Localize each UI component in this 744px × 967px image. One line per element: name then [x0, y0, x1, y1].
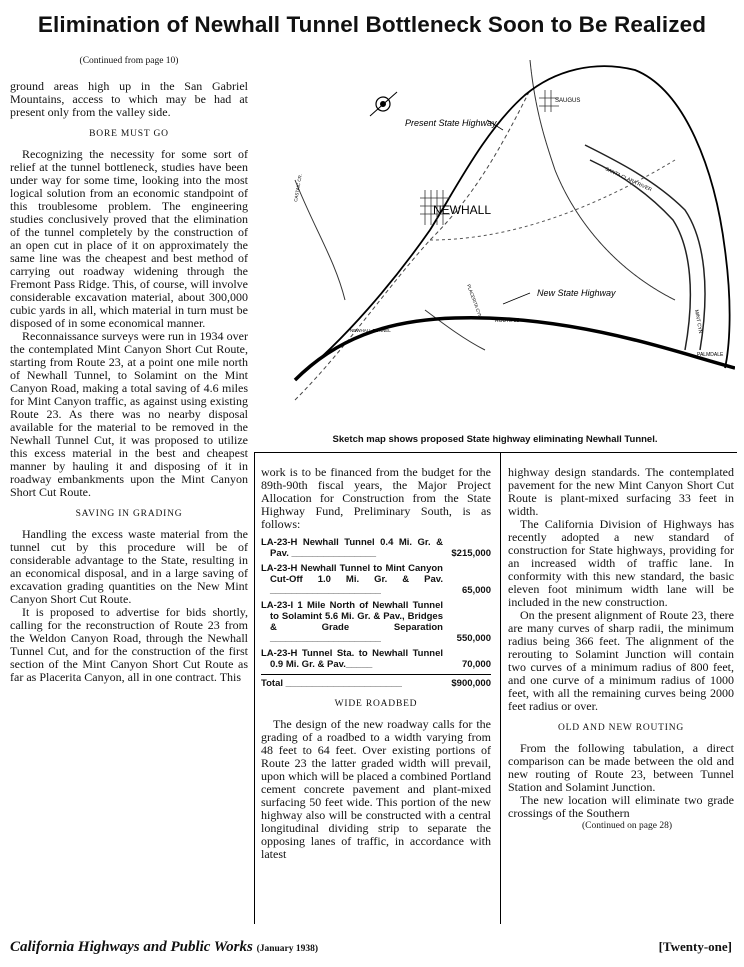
subheading-old-and-new-routing: OLD AND NEW ROUTING: [557, 723, 685, 733]
subheading-saving-in-grading: SAVING IN GRADING: [75, 509, 183, 519]
paragraph: From the following tabulation, a direct comparison can be made between the old and new routing of Route 23, between Tunnel Station and Solamint Junction.: [508, 741, 734, 794]
subheading-wide-roadbed: WIDE ROADBED: [334, 699, 418, 709]
column-3: [508, 466, 734, 833]
total-amount: $900,000: [451, 678, 491, 689]
map-label-tunnel: NEWHALL TUNNEL: [350, 328, 391, 333]
map-label-canyon: MINT CYN: [693, 309, 704, 335]
map-label-present-highway: Present State Highway: [405, 118, 497, 128]
map-bottom-rule: [255, 452, 737, 453]
map-label-new-highway: New State Highway: [537, 288, 616, 298]
allocation-table: [261, 537, 491, 689]
map-label-town: NEWHALL: [433, 203, 492, 217]
publication-date: (January 1938): [256, 944, 319, 954]
column-1: [10, 80, 248, 684]
allocation-amount: 65,000: [461, 585, 491, 596]
continued-from-note: (Continued from page 10): [79, 56, 179, 66]
map-label-saugus: SAUGUS: [555, 98, 581, 104]
paragraph: It is proposed to advertise for bids shortly, calling for the reconstruction of Route 23 from the Weldon Canyon Road, through the Newhall Tunnel Cut, and for the construction of the first section of the Mint Canyon Short Cut Route as far as Placerita Canyon, all in one contract. This: [10, 605, 248, 684]
page-number: [Twenty-one]: [658, 939, 732, 954]
allocation-amount: 70,000: [461, 659, 491, 670]
paragraph: On the present alignment of Route 23, there are many curves of sharp radii, the minimum radius being 366 feet. The alignment of the rerouting to Solamint Junction will contain two curves of a minimum radius of 800 feet, and one curve of a minimum radius of 1000 feet, with all the remaining curves being 2000 feet radius or over.: [508, 608, 734, 713]
allocation-row: [261, 563, 491, 596]
map-label-palmdale: PALMDALE: [697, 352, 724, 358]
paragraph: Handling the excess waste material from the tunnel cut by this procedure will be of considerable advantage to the State, resulting in an economical disposal, and in a large saving of excavation grading quantities on the New Mint Canyon Short Cut Route.: [10, 527, 248, 606]
stream-line: [530, 60, 675, 300]
allocation-amount: $215,000: [451, 548, 491, 559]
map-label-route: ROUTE 23: [495, 318, 520, 324]
stream-line: [425, 310, 485, 350]
article-title: Elimination of Newhall Tunnel Bottleneck Soon to Be Realized: [37, 12, 707, 37]
paragraph: Recognizing the necessity for some sort of relief at the tunnel bottleneck, studies have been under way for some time, looking into the most logical solution from an economic standpoint of this troublesome problem. The engineering studies conclusively proved that the elimination of the tunnel completely by the construction of an open cut in place of it on approximately the same line was the cheapest and best method of carrying out roadway widening through the Fremont Pass Ridge. This, of course, will involve considerable excavation material, about 300,000 cubic yards in all, which material in turn must be disposed of in some economical manner.: [10, 147, 248, 330]
leader-line: [503, 293, 530, 304]
stream-line: [295, 180, 345, 300]
footer-publication: [10, 939, 318, 956]
compass-icon: [370, 92, 397, 116]
allocation-desc: LA-23-I 1 Mile North of Newhall Tunnel to Solamint 5.6 Mi. Gr. & Pav., Bridges & Grade Separation _____________________: [261, 600, 443, 644]
continued-on-note: (Continued on page 28): [582, 821, 672, 831]
paragraph: work is to be financed from the budget for the 89th-90th fiscal years, the Major Project Allocation for Construction from the State Highway Fund, Preliminary South, is as follows:: [261, 465, 491, 531]
paragraph: The California Division of Highways has recently adopted a new standard of construction for State highways, providing for an increased width of traffic lane. In conformity with this new standard, the basic eleven foot minimum width lane will be included in the new construction.: [508, 517, 734, 609]
map-label-creek: CASTAIC CR.: [293, 173, 303, 203]
subheading-bore-must-go: BORE MUST GO: [89, 129, 169, 139]
paragraph: The new location will eliminate two grade crossings of the Southern: [508, 793, 734, 820]
sketch-map: [255, 50, 735, 428]
total-label: Total ______________________: [261, 678, 402, 689]
column-divider: [254, 452, 255, 924]
column-divider: [500, 452, 501, 924]
map-caption: Sketch map shows proposed State highway eliminating Newhall Tunnel.: [332, 434, 658, 445]
allocation-desc: LA-23-H Newhall Tunnel to Mint Canyon Cut-Off 1.0 Mi. Gr. & Pav. _____________________: [261, 563, 443, 596]
paragraph: Reconnaissance surveys were run in 1934 over the contemplated Mint Canyon Short Cut Route, starting from Route 23, at a point one mile north of Newhall Tunnel, to Solamint on the Mint Canyon Road, making a total saving of 4.6 miles for Mint Canyon traffic, as against using existing Route 23. As there was no nearby disposal available for the material to be removed in the Newhall Tunnel Cut, it was proposed to utilize this excess material in the best and cheapest manner by hauling it and disposing of it in roadway embankments upon the Mint Canyon Short Cut Route.: [10, 329, 248, 499]
map-label-river: SANTA CLARA RIVER: [604, 166, 653, 194]
allocation-desc: LA-23-H Newhall Tunnel 0.4 Mi. Gr. & Pav. ________________: [261, 537, 443, 559]
allocation-total-row: [261, 674, 491, 689]
river-bank: [585, 145, 705, 350]
paragraph: The design of the new roadway calls for the grading of a roadbed to a width varying from 48 feet to 64 feet. Over existing portions of Route 23 the latter graded width will prevail, upon which will be placed a combined Portland cement concrete pavement and plant-mixed surfacing 50 feet wide. This portion of the new highway also will be constructed with a central longitudinal dividing strip to separate the opposing lanes of traffic, in accordance with latest: [261, 717, 491, 861]
map-label-placerita: PLACERITA CYN: [466, 283, 483, 319]
paragraph: highway design standards. The contemplated pavement for the new Mint Canyon Short Cut Route is plant-mixed surfacing 33 feet in width.: [508, 465, 734, 518]
paragraph: ground areas high up in the San Gabriel Mountains, access to which may be had at present only from the valley side.: [10, 79, 248, 119]
publication-name: California Highways and Public Works: [10, 939, 253, 955]
allocation-amount: 550,000: [456, 633, 491, 644]
allocation-row: [261, 600, 491, 644]
allocation-row: [261, 537, 491, 559]
allocation-row: [261, 648, 491, 670]
railroad-line: [430, 160, 675, 240]
allocation-desc: LA-23-H Tunnel Sta. to Newhall Tunnel 0.9 Mi. Gr. & Pav._____: [261, 648, 443, 670]
column-2: [261, 466, 491, 861]
